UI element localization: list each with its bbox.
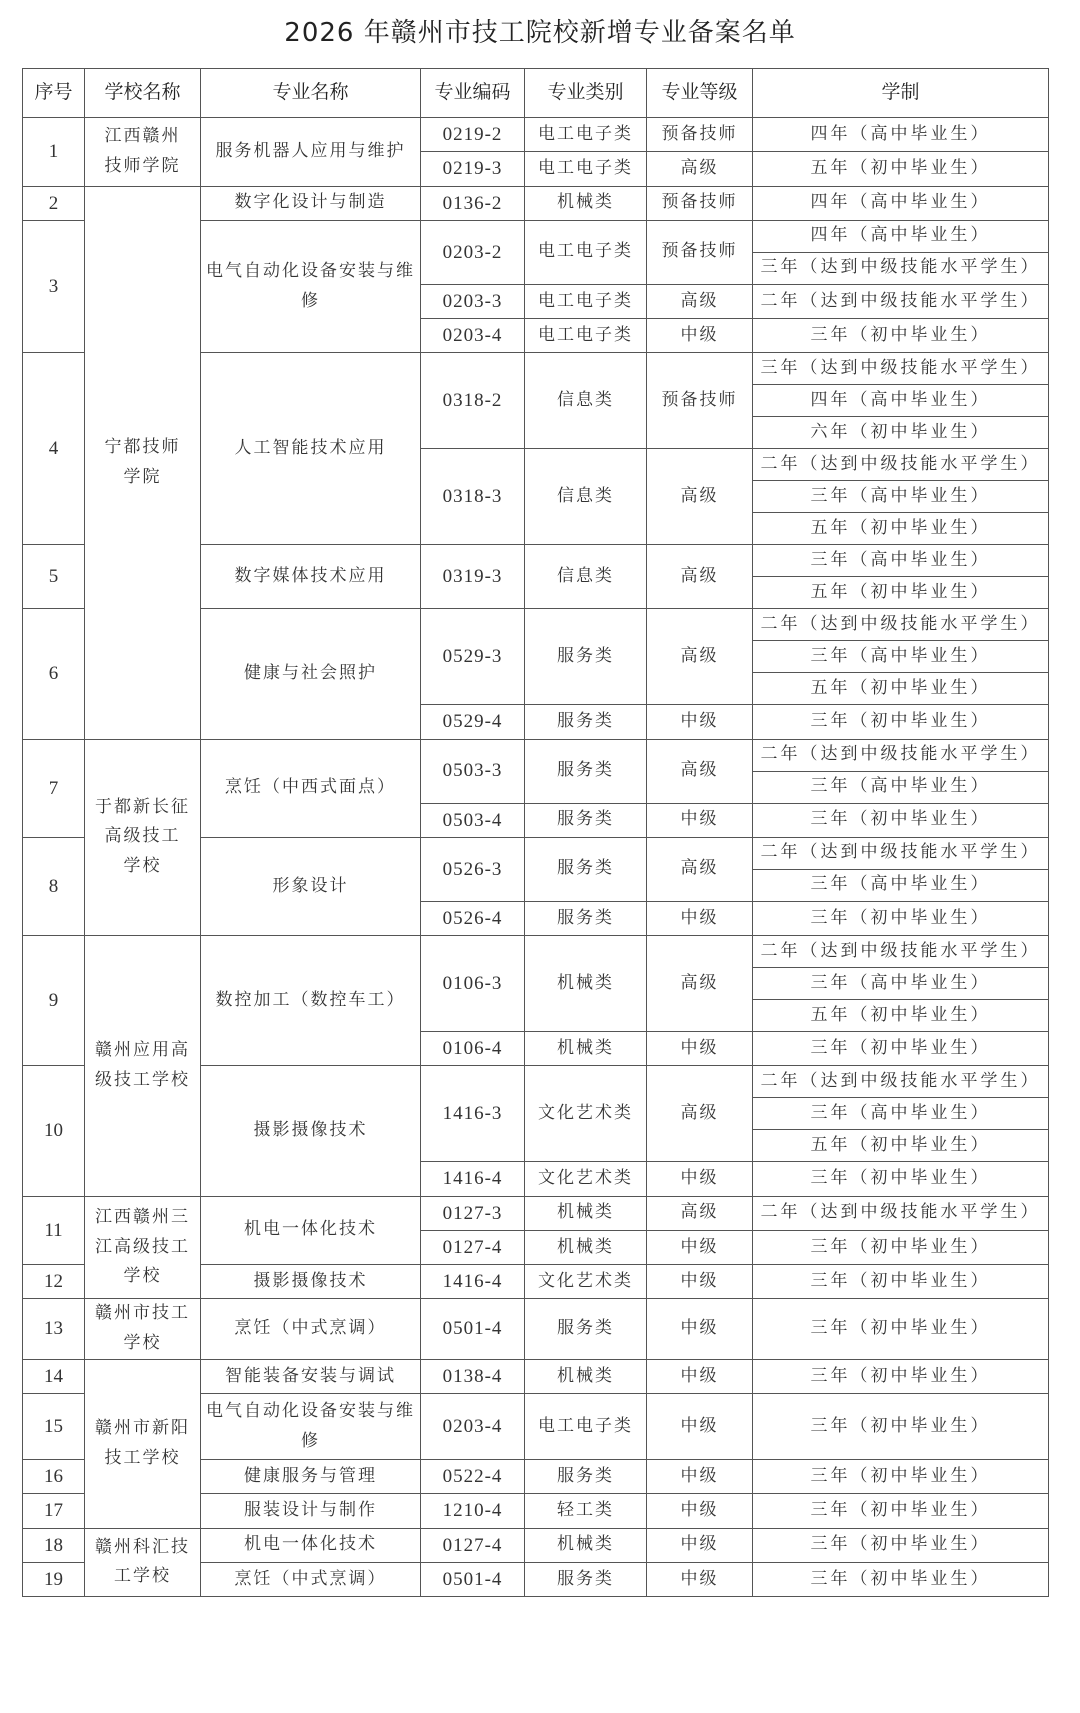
school-name-line: 宁都技师 (104, 436, 181, 457)
major-category: 文化艺术类 (525, 1066, 647, 1162)
major-code: 0529-4 (421, 705, 525, 739)
major-name: 机电一体化技术 (201, 1196, 421, 1265)
major-category: 服务类 (525, 1562, 647, 1596)
school-name-line: 于都新长征 (95, 796, 190, 817)
school-name (85, 936, 201, 1197)
row-number: 14 (23, 1359, 85, 1393)
school-name (85, 118, 201, 187)
school-name-line: 学校 (123, 856, 162, 877)
major-code: 0203-2 (421, 220, 525, 284)
major-category: 信息类 (525, 449, 647, 545)
major-code: 0136-2 (421, 186, 525, 220)
major-code: 0526-3 (421, 837, 525, 901)
major-category: 机械类 (525, 1528, 647, 1562)
major-code: 0503-4 (421, 803, 525, 837)
row-number: 18 (23, 1528, 85, 1562)
table-row (23, 1196, 1049, 1230)
study-duration: 三年（初中毕业生） (753, 1265, 1049, 1299)
major-name: 服务机器人应用与维护 (201, 118, 421, 187)
school-name-line: 工学校 (114, 1566, 171, 1587)
header-row (23, 69, 1049, 118)
major-level: 中级 (647, 1359, 753, 1393)
major-category: 电工电子类 (525, 319, 647, 353)
table-row (23, 1299, 1049, 1360)
row-number: 6 (23, 609, 85, 739)
study-duration: 五年（初中毕业生） (753, 673, 1049, 705)
school-name-line: 赣州市技工 (95, 1303, 190, 1324)
school-name-line: 技工学校 (104, 1447, 181, 1468)
table-row (23, 1528, 1049, 1562)
table-row (23, 186, 1049, 220)
major-registration-table (22, 68, 1049, 1597)
col-header-code: 专业编码 (421, 69, 525, 118)
major-code: 0127-4 (421, 1528, 525, 1562)
study-duration: 三年（初中毕业生） (753, 1394, 1049, 1460)
major-category: 机械类 (525, 1032, 647, 1066)
major-level: 中级 (647, 1230, 753, 1264)
school-name (85, 1196, 201, 1299)
table-row (23, 936, 1049, 968)
study-duration: 三年（高中毕业生） (753, 481, 1049, 513)
study-duration: 四年（高中毕业生） (753, 220, 1049, 252)
study-duration: 三年（初中毕业生） (753, 1299, 1049, 1360)
row-number: 10 (23, 1066, 85, 1196)
row-number: 17 (23, 1494, 85, 1528)
study-duration: 三年（初中毕业生） (753, 803, 1049, 837)
major-name: 数字化设计与制造 (201, 186, 421, 220)
major-category: 机械类 (525, 1359, 647, 1393)
major-level: 高级 (647, 152, 753, 186)
major-name: 摄影摄像技术 (201, 1265, 421, 1299)
major-name: 形象设计 (201, 837, 421, 935)
major-level: 高级 (647, 837, 753, 901)
study-duration: 三年（初中毕业生） (753, 1230, 1049, 1264)
major-name: 电气自动化设备安装与维修 (201, 1394, 421, 1460)
major-level: 中级 (647, 705, 753, 739)
study-duration: 三年（达到中级技能水平学生） (753, 252, 1049, 284)
major-code: 0501-4 (421, 1299, 525, 1360)
major-level: 预备技师 (647, 186, 753, 220)
major-name: 健康服务与管理 (201, 1460, 421, 1494)
major-code: 0522-4 (421, 1460, 525, 1494)
major-code: 0219-2 (421, 118, 525, 152)
major-level: 高级 (647, 449, 753, 545)
study-duration: 二年（达到中级技能水平学生） (753, 739, 1049, 771)
major-level: 中级 (647, 901, 753, 935)
major-level: 预备技师 (647, 118, 753, 152)
major-name: 数控加工（数控车工） (201, 936, 421, 1066)
major-name: 烹饪（中式烹调） (201, 1299, 421, 1360)
school-name-line: 赣州科汇技 (95, 1536, 190, 1557)
major-level: 高级 (647, 739, 753, 803)
major-level: 中级 (647, 1032, 753, 1066)
major-category: 机械类 (525, 936, 647, 1032)
major-category: 信息类 (525, 545, 647, 609)
col-header-duration: 学制 (753, 69, 1049, 118)
major-code: 0319-3 (421, 545, 525, 609)
study-duration: 二年（达到中级技能水平学生） (753, 284, 1049, 318)
major-level: 高级 (647, 1066, 753, 1162)
major-category: 服务类 (525, 609, 647, 705)
major-name: 电气自动化设备安装与维修 (201, 220, 421, 353)
study-duration: 四年（高中毕业生） (753, 186, 1049, 220)
row-number: 9 (23, 936, 85, 1066)
study-duration: 三年（初中毕业生） (753, 1162, 1049, 1196)
major-code: 1416-4 (421, 1265, 525, 1299)
school-name (85, 186, 201, 739)
major-name: 烹饪（中西式面点） (201, 739, 421, 837)
school-name (85, 1299, 201, 1360)
study-duration: 三年（初中毕业生） (753, 1562, 1049, 1596)
row-number: 4 (23, 353, 85, 545)
major-category: 服务类 (525, 739, 647, 803)
table-row (23, 739, 1049, 771)
row-number: 13 (23, 1299, 85, 1360)
major-code: 1416-4 (421, 1162, 525, 1196)
major-level: 中级 (647, 1528, 753, 1562)
major-name: 摄影摄像技术 (201, 1066, 421, 1196)
study-duration: 二年（达到中级技能水平学生） (753, 1196, 1049, 1230)
major-category: 服务类 (525, 705, 647, 739)
study-duration: 三年（高中毕业生） (753, 545, 1049, 577)
major-level: 中级 (647, 1460, 753, 1494)
major-code: 0106-4 (421, 1032, 525, 1066)
row-number: 3 (23, 220, 85, 353)
col-header-major: 专业名称 (201, 69, 421, 118)
major-code: 0501-4 (421, 1562, 525, 1596)
major-category: 电工电子类 (525, 284, 647, 318)
major-level: 中级 (647, 1265, 753, 1299)
col-header-level: 专业等级 (647, 69, 753, 118)
row-number: 15 (23, 1394, 85, 1460)
study-duration: 二年（达到中级技能水平学生） (753, 936, 1049, 968)
major-code: 0219-3 (421, 152, 525, 186)
study-duration: 二年（达到中级技能水平学生） (753, 449, 1049, 481)
study-duration: 三年（达到中级技能水平学生） (753, 353, 1049, 385)
major-code: 0203-4 (421, 319, 525, 353)
study-duration: 三年（初中毕业生） (753, 1032, 1049, 1066)
study-duration: 二年（达到中级技能水平学生） (753, 837, 1049, 869)
major-code: 0203-3 (421, 284, 525, 318)
major-category: 文化艺术类 (525, 1162, 647, 1196)
study-duration: 四年（高中毕业生） (753, 385, 1049, 417)
major-category: 电工电子类 (525, 152, 647, 186)
study-duration: 三年（高中毕业生） (753, 1098, 1049, 1130)
major-level: 预备技师 (647, 220, 753, 284)
major-code: 0127-3 (421, 1196, 525, 1230)
major-code: 0106-3 (421, 936, 525, 1032)
row-number: 11 (23, 1196, 85, 1265)
table-row (23, 118, 1049, 152)
study-duration: 二年（达到中级技能水平学生） (753, 1066, 1049, 1098)
major-category: 服务类 (525, 1460, 647, 1494)
study-duration: 三年（初中毕业生） (753, 705, 1049, 739)
study-duration: 三年（初中毕业生） (753, 1460, 1049, 1494)
major-level: 中级 (647, 1162, 753, 1196)
major-category: 电工电子类 (525, 1394, 647, 1460)
major-category: 电工电子类 (525, 118, 647, 152)
study-duration: 六年（初中毕业生） (753, 417, 1049, 449)
table-body (23, 118, 1049, 1597)
major-category: 机械类 (525, 1196, 647, 1230)
school-name (85, 1359, 201, 1528)
major-category: 信息类 (525, 353, 647, 449)
row-number: 1 (23, 118, 85, 187)
row-number: 7 (23, 739, 85, 837)
study-duration: 三年（高中毕业生） (753, 771, 1049, 803)
major-category: 文化艺术类 (525, 1265, 647, 1299)
school-name-line: 高级技工 (104, 826, 181, 847)
major-code: 0503-3 (421, 739, 525, 803)
major-name: 机电一体化技术 (201, 1528, 421, 1562)
major-level: 中级 (647, 1494, 753, 1528)
table-row (23, 1359, 1049, 1393)
major-category: 机械类 (525, 186, 647, 220)
major-code: 0127-4 (421, 1230, 525, 1264)
school-name-line: 级技工学校 (95, 1069, 190, 1090)
major-name: 健康与社会照护 (201, 609, 421, 739)
row-number: 2 (23, 186, 85, 220)
major-category: 服务类 (525, 901, 647, 935)
study-duration: 五年（初中毕业生） (753, 1130, 1049, 1162)
study-duration: 五年（初中毕业生） (753, 152, 1049, 186)
school-name-line: 赣州应用高 (95, 1040, 190, 1060)
study-duration: 三年（初中毕业生） (753, 1494, 1049, 1528)
major-name: 服装设计与制作 (201, 1494, 421, 1528)
study-duration: 五年（初中毕业生） (753, 513, 1049, 545)
major-category: 服务类 (525, 1299, 647, 1360)
school-name-line: 学校 (123, 1266, 162, 1287)
major-code: 1210-4 (421, 1494, 525, 1528)
major-level: 高级 (647, 609, 753, 705)
study-duration: 二年（达到中级技能水平学生） (753, 609, 1049, 641)
document-title: 2026 年赣州市技工院校新增专业备案名单 (284, 18, 796, 48)
major-category: 轻工类 (525, 1494, 647, 1528)
study-duration: 三年（高中毕业生） (753, 641, 1049, 673)
school-name-line: 江西赣州 (104, 126, 181, 146)
study-duration: 五年（初中毕业生） (753, 577, 1049, 609)
school-name (85, 739, 201, 936)
major-category: 服务类 (525, 803, 647, 837)
school-name-line: 技师学院 (104, 155, 181, 176)
major-level: 中级 (647, 803, 753, 837)
school-name-line: 学校 (123, 1333, 162, 1353)
major-category: 电工电子类 (525, 220, 647, 284)
major-name: 人工智能技术应用 (201, 353, 421, 545)
row-number: 16 (23, 1460, 85, 1494)
major-level: 中级 (647, 1299, 753, 1360)
row-number: 5 (23, 545, 85, 609)
study-duration: 三年（初中毕业生） (753, 1528, 1049, 1562)
major-level: 中级 (647, 319, 753, 353)
major-code: 0526-4 (421, 901, 525, 935)
major-level: 预备技师 (647, 353, 753, 449)
major-level: 中级 (647, 1394, 753, 1460)
major-code: 0318-2 (421, 353, 525, 449)
major-code: 0529-3 (421, 609, 525, 705)
row-number: 8 (23, 837, 85, 935)
school-name-line: 赣州市新阳 (95, 1417, 190, 1438)
col-header-category: 专业类别 (525, 69, 647, 118)
major-level: 高级 (647, 936, 753, 1032)
school-name-line: 学院 (123, 466, 162, 487)
major-name: 智能装备安装与调试 (201, 1359, 421, 1393)
row-number: 19 (23, 1562, 85, 1596)
school-name-line: 江西赣州三 (95, 1206, 190, 1227)
study-duration: 四年（高中毕业生） (753, 118, 1049, 152)
study-duration: 三年（初中毕业生） (753, 319, 1049, 353)
major-category: 服务类 (525, 837, 647, 901)
major-code: 1416-3 (421, 1066, 525, 1162)
major-name: 数字媒体技术应用 (201, 545, 421, 609)
col-header-no: 序号 (23, 69, 85, 118)
major-category: 机械类 (525, 1230, 647, 1264)
major-level: 中级 (647, 1562, 753, 1596)
study-duration: 三年（初中毕业生） (753, 1359, 1049, 1393)
major-name: 烹饪（中式烹调） (201, 1562, 421, 1596)
major-code: 0318-3 (421, 449, 525, 545)
row-number: 12 (23, 1265, 85, 1299)
major-level: 高级 (647, 1196, 753, 1230)
major-level: 高级 (647, 284, 753, 318)
study-duration: 三年（高中毕业生） (753, 869, 1049, 901)
school-name-line: 江高级技工 (95, 1236, 190, 1257)
major-code: 0203-4 (421, 1394, 525, 1460)
study-duration: 三年（初中毕业生） (753, 901, 1049, 935)
study-duration: 三年（高中毕业生） (753, 968, 1049, 1000)
major-level: 高级 (647, 545, 753, 609)
major-code: 0138-4 (421, 1359, 525, 1393)
school-name (85, 1528, 201, 1597)
study-duration: 五年（初中毕业生） (753, 1000, 1049, 1032)
col-header-school: 学校名称 (85, 69, 201, 118)
